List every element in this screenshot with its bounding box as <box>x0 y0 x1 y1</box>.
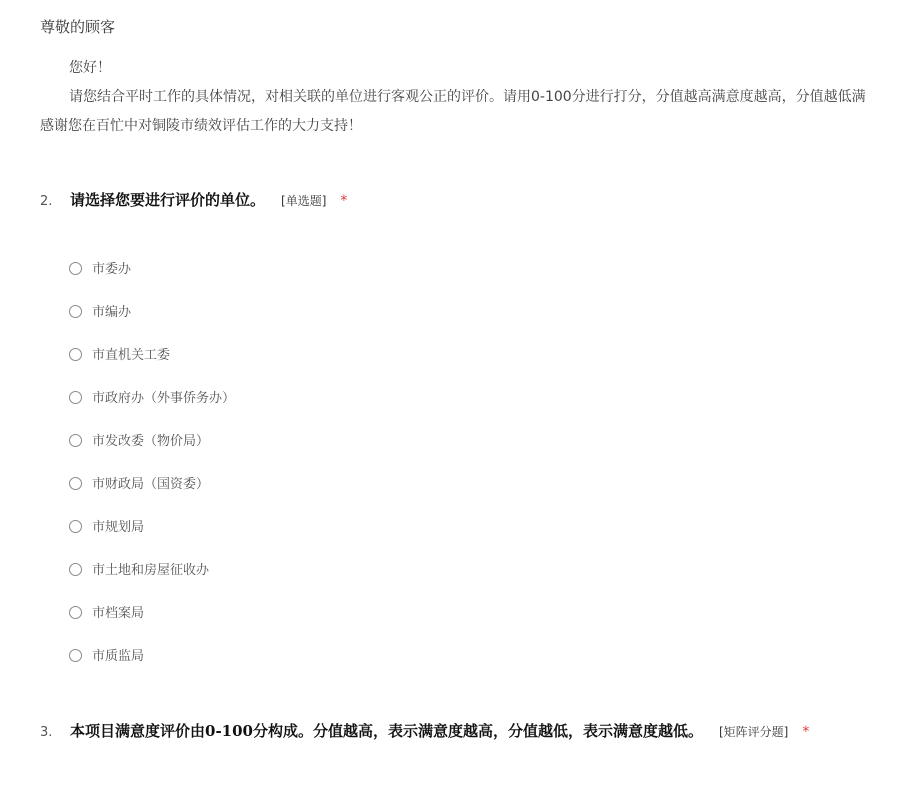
radio-button[interactable] <box>69 305 82 318</box>
survey-intro <box>40 54 900 141</box>
option-label: 市规划局 <box>92 520 145 535</box>
radio-button[interactable] <box>69 434 82 447</box>
radio-option[interactable] <box>69 516 235 559</box>
option-label: 市质监局 <box>92 649 145 664</box>
question-3 <box>40 720 900 741</box>
intro-instruction: 请您结合平时工作的具体情况，对相关联的单位进行客观公正的评价。请用0-100分进行打分，分值越高满意度越高，分值越低满 <box>69 89 866 105</box>
radio-option[interactable] <box>69 645 235 688</box>
radio-option[interactable] <box>69 430 235 473</box>
radio-button[interactable] <box>69 348 82 361</box>
radio-option[interactable] <box>69 559 235 602</box>
required-marker: * <box>802 724 810 740</box>
radio-button[interactable] <box>69 649 82 662</box>
option-label: 市土地和房屋征收办 <box>92 563 210 578</box>
radio-button[interactable] <box>69 477 82 490</box>
radio-option[interactable] <box>69 387 235 430</box>
question-title: 本项目满意度评价由0-100分构成。分值越高，表示满意度越高，分值越低，表示满意度越低。 <box>70 722 703 740</box>
question-2 <box>40 189 900 210</box>
survey-greeting: 尊敬的顾客 <box>40 18 116 36</box>
radio-option[interactable] <box>69 344 235 387</box>
question-type-label: [单选题] <box>281 194 327 208</box>
option-label: 市编办 <box>92 305 132 320</box>
question-number: 2. <box>40 194 53 209</box>
option-label: 市政府办（外事侨务办） <box>92 391 236 406</box>
option-label: 市发改委（物价局） <box>92 434 210 449</box>
radio-button[interactable] <box>69 391 82 404</box>
option-label: 市档案局 <box>92 606 145 621</box>
intro-hello: 您好！ <box>69 60 111 76</box>
intro-thanks: 感谢您在百忙中对铜陵市绩效评估工作的大力支持！ <box>40 118 362 134</box>
radio-option[interactable] <box>69 301 235 344</box>
radio-option[interactable] <box>69 258 235 301</box>
option-label: 市财政局（国资委） <box>92 477 210 492</box>
radio-button[interactable] <box>69 262 82 275</box>
radio-option[interactable] <box>69 602 235 645</box>
required-marker: * <box>340 193 348 209</box>
option-label: 市直机关工委 <box>92 348 171 363</box>
unit-options <box>69 258 235 688</box>
radio-button[interactable] <box>69 563 82 576</box>
question-number: 3. <box>40 725 53 740</box>
radio-button[interactable] <box>69 520 82 533</box>
question-title: 请选择您要进行评价的单位。 <box>70 191 266 209</box>
question-type-label: [矩阵评分题] <box>718 725 789 739</box>
option-label: 市委办 <box>92 262 132 277</box>
radio-option[interactable] <box>69 473 235 516</box>
radio-button[interactable] <box>69 606 82 619</box>
